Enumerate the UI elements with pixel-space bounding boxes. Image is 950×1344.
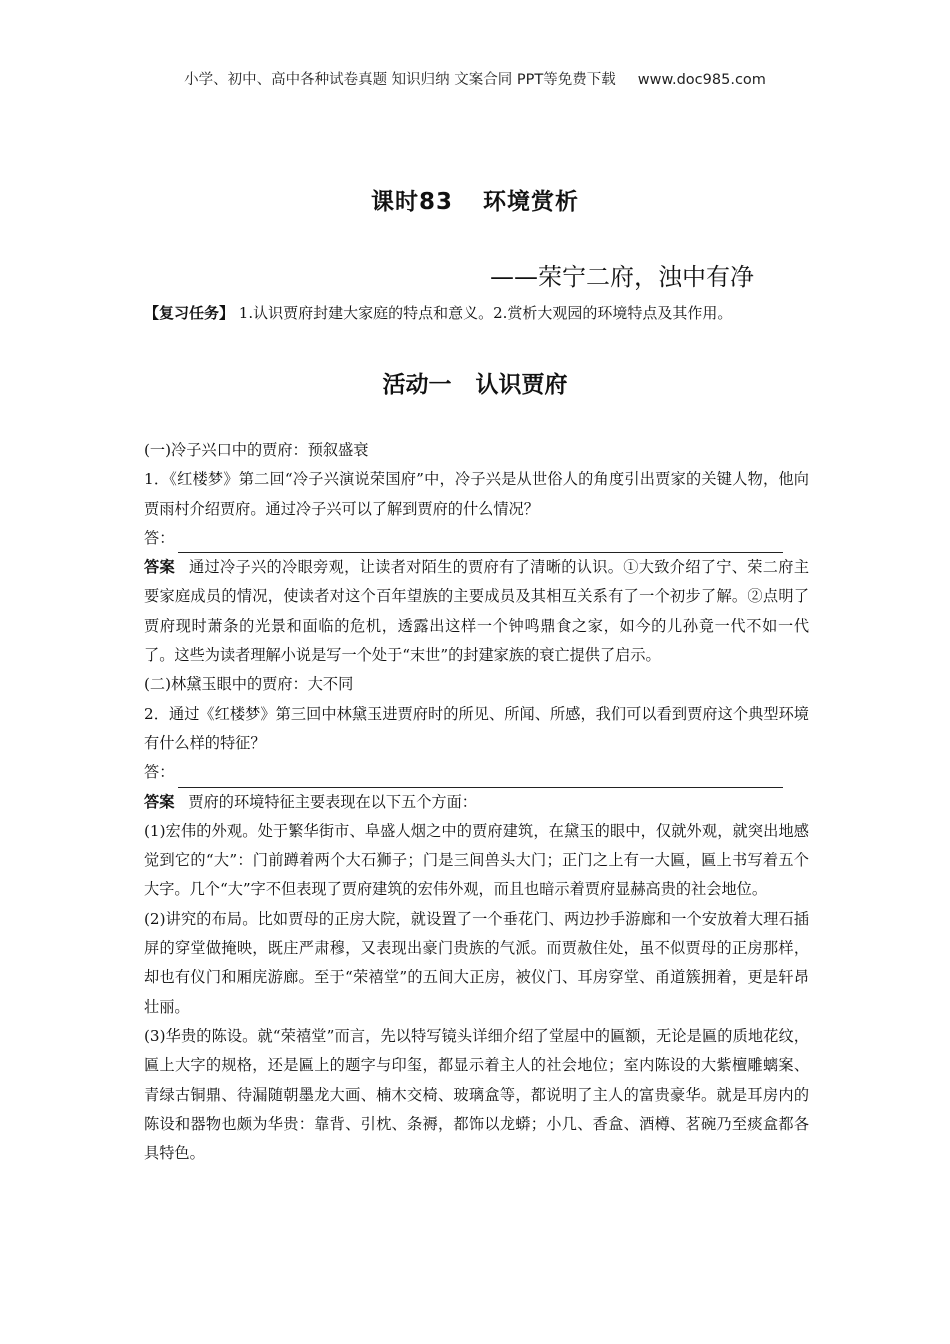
answer-label: 答案 [144, 792, 175, 811]
answer-2 [144, 788, 809, 817]
answer-1 [144, 553, 809, 670]
answer-2-intro: 贾府的环境特征主要表现在以下五个方面： [188, 792, 477, 811]
section-heading-1: (一)冷子兴口中的贾府：预叙盛衰 [144, 441, 369, 459]
question-1: 1．《红楼梦》第二回“冷子兴演说荣国府”中，冷子兴是从世俗人的角度引出贾家的关键人物，他向贾雨村介绍贾府。通过冷子兴可以了解到贾府的什么情况？ [144, 470, 809, 518]
lesson-title [0, 183, 950, 216]
answer-blank[interactable] [178, 534, 783, 553]
section-heading-2: (二)林黛玉眼中的贾府：大不同 [144, 675, 354, 694]
answer-point-1: (1)宏伟的外观。处于繁华街市、阜盛人烟之中的贾府建筑，在黛玉的眼中，仅就外观，就突出地感觉到它的“大”：门前蹲着两个大石狮子；门是三间兽头大门；正门之上有一大匾，匾上书写着五个大字。几个“大”字不但表现了贾府建筑的宏伟外观，而且也暗示着贾府显赫高贵的社会地位。 [144, 821, 809, 899]
answer-blank[interactable] [178, 769, 783, 788]
review-text: 1.认识贾府封建大家庭的特点和意义。2.赏析大观园的环境特点及其作用。 [238, 304, 733, 322]
answer-prompt: 答： [144, 763, 175, 782]
answer-prompt: 答： [144, 528, 175, 547]
answer-line-2 [144, 758, 809, 787]
answer-point-2: (2)讲究的布局。比如贾母的正房大院，就设置了一个垂花门、两边抄手游廊和一个安放着大理石插屏的穿堂做掩映，既庄严肃穆，又表现出豪门贵族的气派。而贾赦住处，虽不似贾母的正房那样，却也有仪门和厢庑游廊。至于“荣禧堂”的五间大正房，被仪门、耳房穿堂、甬道簇拥着，更是轩昂壮丽。 [144, 909, 809, 1016]
header-url[interactable]: www.doc985.com [637, 72, 766, 88]
activity-name: 认识贾府 [475, 372, 568, 398]
lesson-name: 环境赏析 [483, 189, 579, 215]
question-2: 2．通过《红楼梦》第三回中林黛玉进贾府时的所见、所闻、所感，我们可以看到贾府这个典型环境有什么样的特征？ [144, 704, 809, 752]
answer-label: 答案 [144, 558, 176, 577]
activity-heading [0, 366, 950, 399]
review-tag: 【复习任务】 [144, 304, 235, 322]
answer-1-text: 通过冷子兴的冷眼旁观，让读者对陌生的贾府有了清晰的认识。①大致介绍了宁、荣二府主要家庭成员的情况，使读者对这个百年望族的主要成员及其相互关系有了一个初步了解。②点明了贾府现时萧条的光景和面临的危机，透露出这样一个钟鸣鼎食之家，如今的儿孙竟一代不如一代了。这些为读者理解小说是写一个处于“末世”的封建家族的衰亡提供了启示。 [144, 558, 810, 665]
header-text: 小学、初中、高中各种试卷真题 知识归纳 文案合同 PPT等免费下载 [184, 72, 616, 88]
activity-number: 活动一 [382, 372, 452, 398]
page-header [0, 68, 950, 89]
lesson-subtitle: ——荣宁二府，浊中有净 [490, 263, 754, 291]
answer-line-1 [144, 524, 809, 553]
answer-point-3: (3)华贵的陈设。就“荣禧堂”而言，先以特写镜头详细介绍了堂屋中的匾额，无论是匾的质地花纹，匾上大字的规格，还是匾上的题字与印玺，都显示着主人的社会地位；室内陈设的大紫檀雕螭案、青绿古铜鼎、待漏随朝墨龙大画、楠木交椅、玻璃盒等，都说明了主人的富贵豪华。就是耳房内的陈设和器物也颇为华贵：靠背、引枕、条褥，都饰以龙蟒；小几、香盒、酒樽、茗碗乃至痰盒都各具特色。 [144, 1026, 809, 1163]
lesson-number: 课时83 [370, 189, 453, 215]
document-body [144, 436, 809, 1168]
review-task [144, 302, 824, 323]
